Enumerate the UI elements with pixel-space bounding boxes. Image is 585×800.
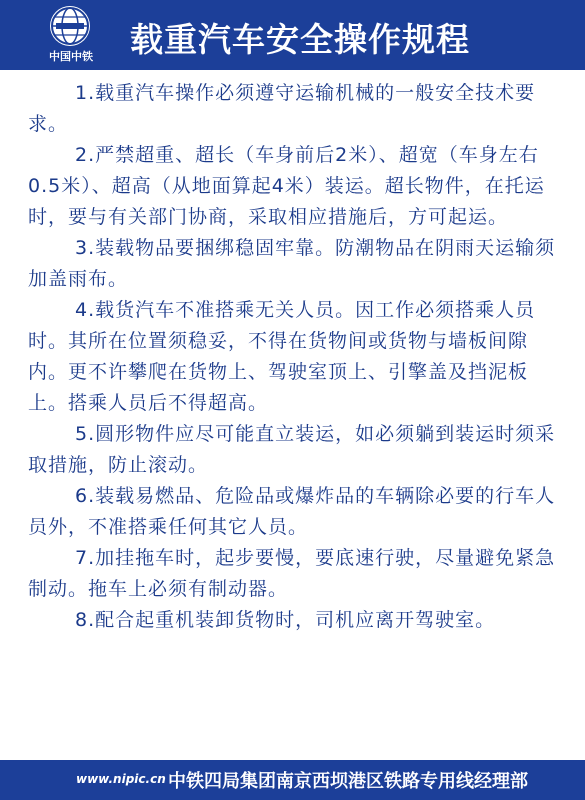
rule-text: 2.严禁超重、超长（车身前后2米）、超宽（车身左右0.5米）、超高（从地面算起4米）装运。超长物件，在托运时，要与有关部门协商，采取相应措施后，方可起运。 xyxy=(28,144,545,228)
rule-text: 4.载货汽车不准搭乘无关人员。因工作必须搭乘人员时。其所在位置须稳妥，不得在货物间或货物与墙板间隙内。更不许攀爬在货物上、驾驶室顶上、引擎盖及挡泥板上。搭乘人员后不得超高。 xyxy=(28,299,536,414)
footer-url: www.nipic.cn xyxy=(76,772,166,786)
rule-item xyxy=(28,233,560,295)
footer-banner xyxy=(0,760,585,800)
rule-item xyxy=(28,481,560,543)
rule-text: 8.配合起重机装卸货物时，司机应离开驾驶室。 xyxy=(75,609,496,631)
rule-item xyxy=(28,295,560,419)
globe-icon xyxy=(50,6,90,46)
logo-label: 中国中铁 xyxy=(49,50,93,63)
rule-item xyxy=(28,543,560,605)
page-title: 载重汽车安全操作规程 xyxy=(130,20,470,59)
rule-text: 3.装载物品要捆绑稳固牢靠。防潮物品在阴雨天运输须加盖雨布。 xyxy=(28,237,556,290)
rule-text: 1.载重汽车操作必须遵守运输机械的一般安全技术要求。 xyxy=(28,82,536,135)
crec-logo xyxy=(36,4,106,66)
rules-list xyxy=(28,78,560,636)
footer-org: 中铁四局集团南京西坝港区铁路专用线经理部 xyxy=(168,771,528,792)
rule-text: 7.加挂拖车时，起步要慢，要底速行驶，尽量避免紧急制动。拖车上必须有制动器。 xyxy=(28,547,556,600)
rule-item xyxy=(28,78,560,140)
rule-text: 6.装载易燃品、危险品或爆炸品的车辆除必要的行车人员外，不准搭乘任何其它人员。 xyxy=(28,485,556,538)
rule-item xyxy=(28,419,560,481)
rule-text: 5.圆形物件应尽可能直立装运，如必须躺到装运时须采取措施，防止滚动。 xyxy=(28,423,556,476)
rule-item xyxy=(28,140,560,233)
header-banner xyxy=(0,0,585,70)
rule-item xyxy=(28,605,560,636)
